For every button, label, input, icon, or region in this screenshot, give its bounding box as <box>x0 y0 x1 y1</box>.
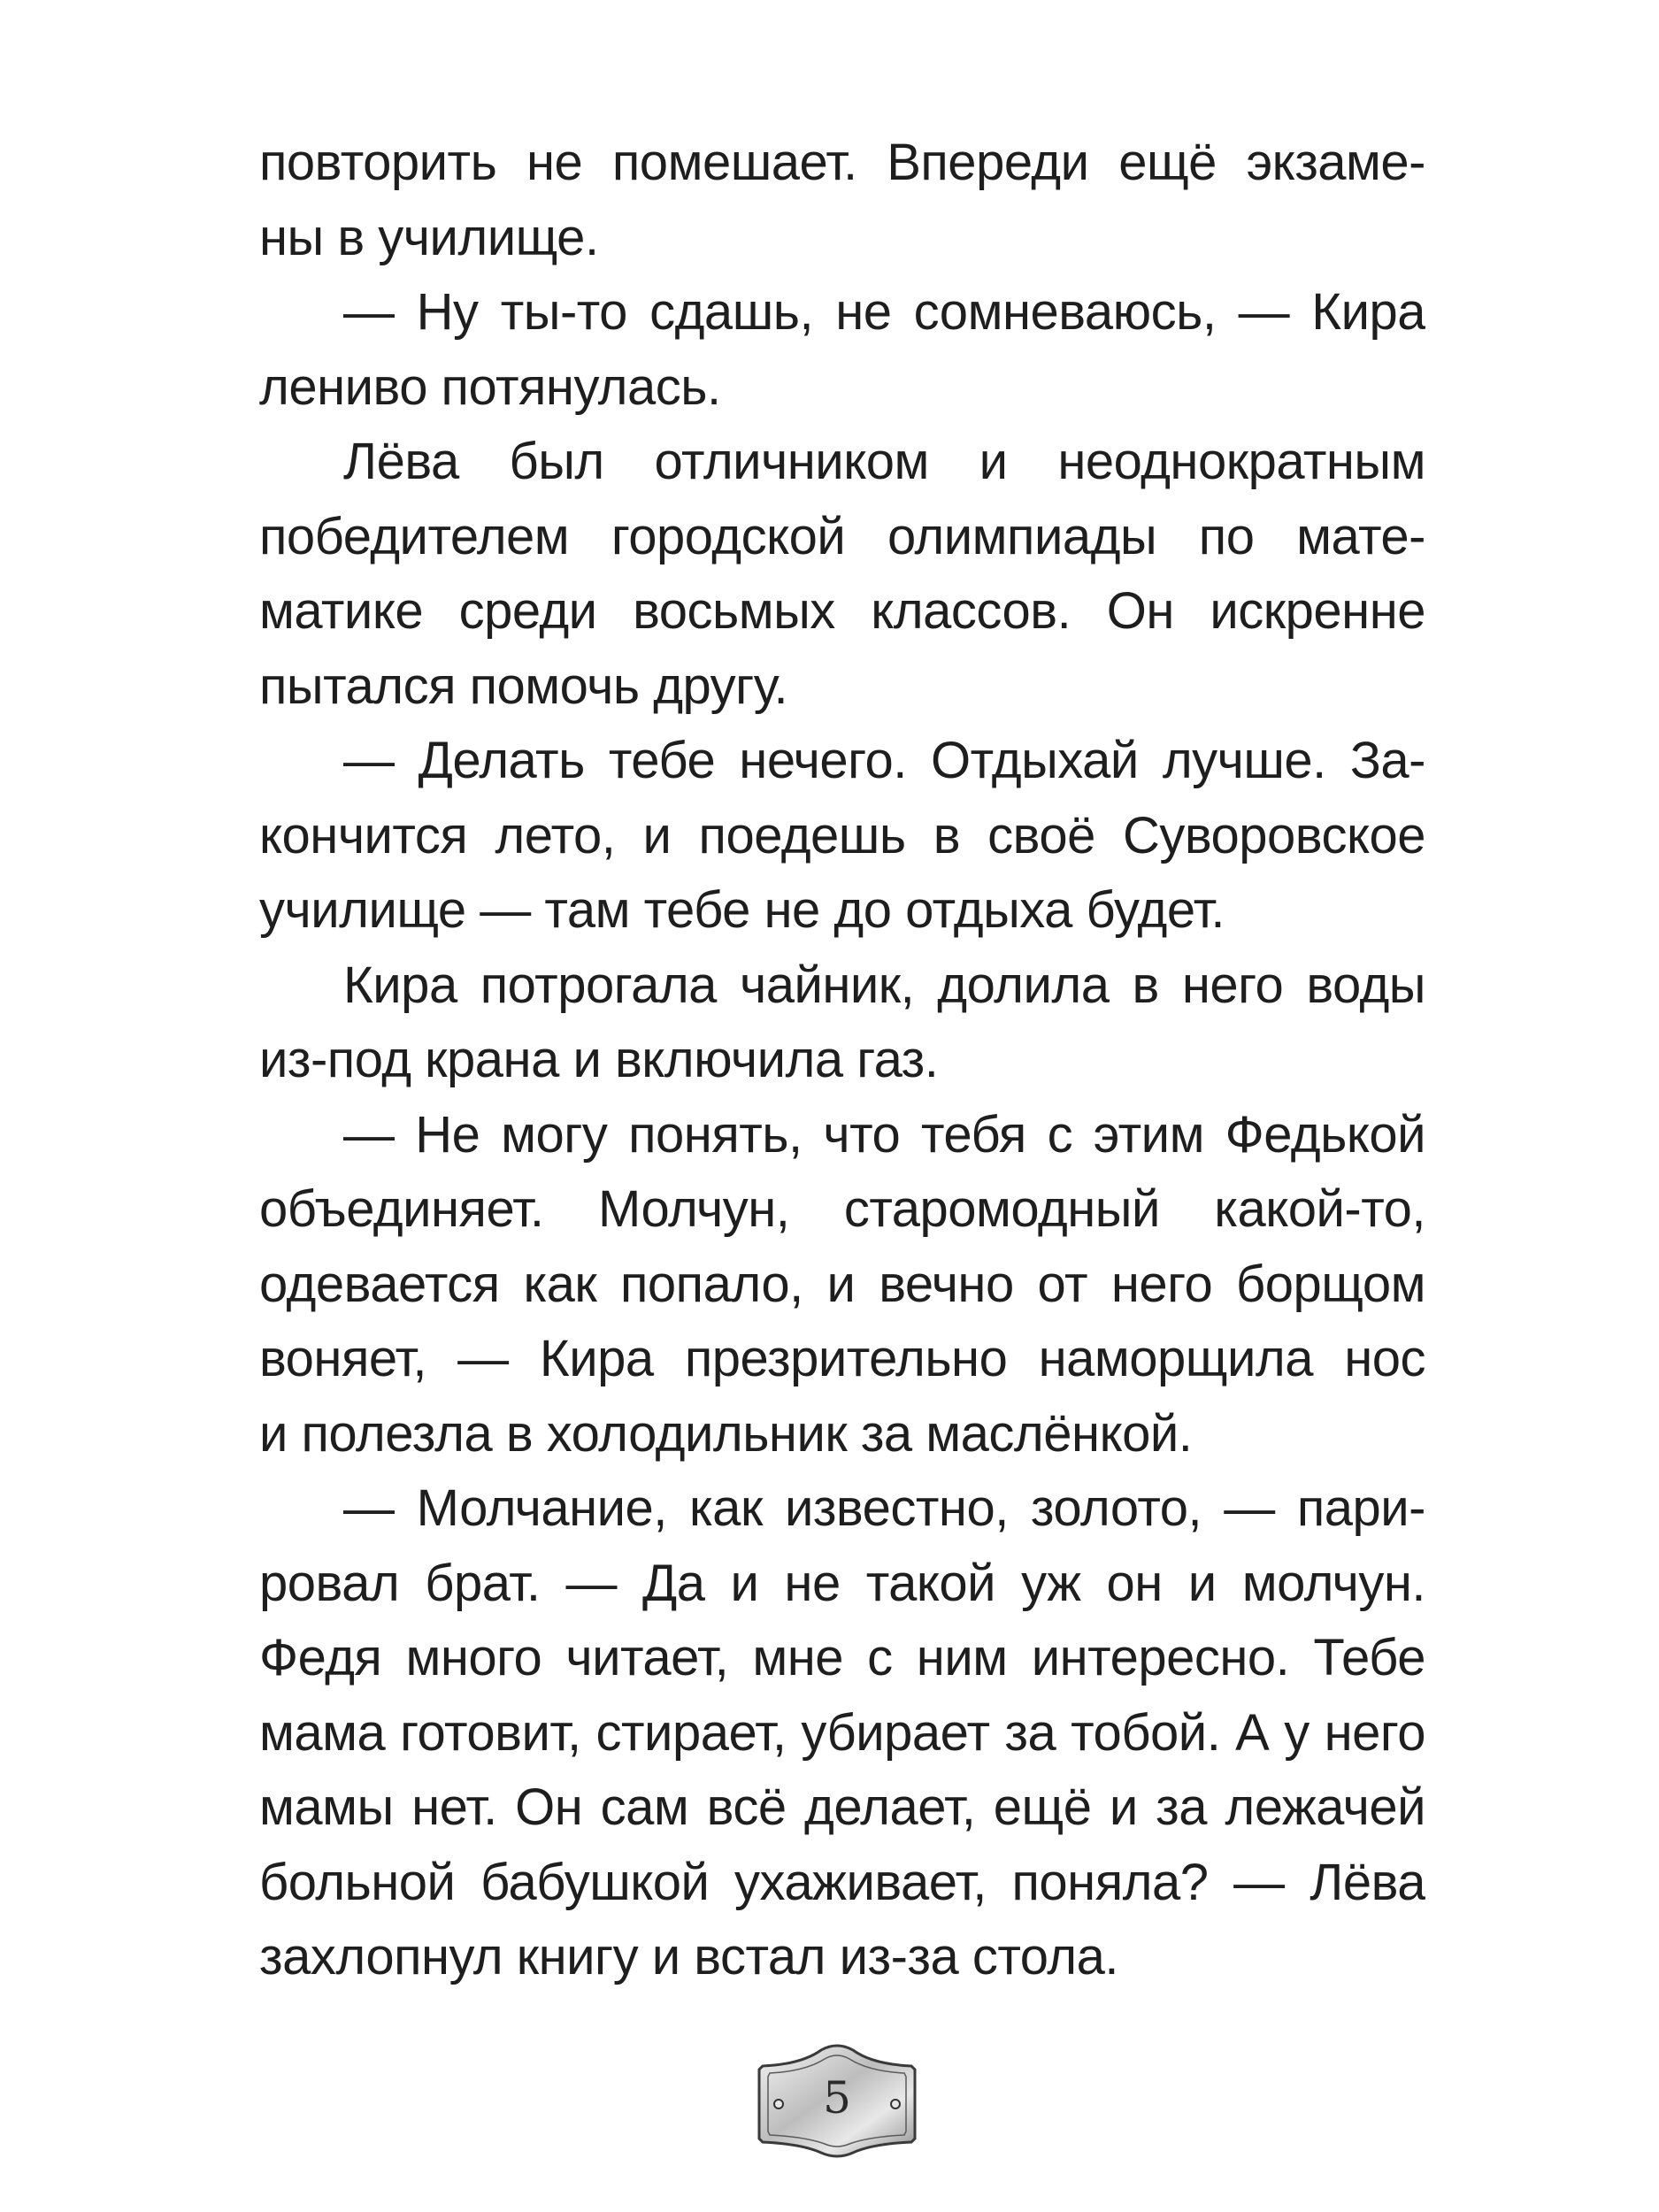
text-line: пытался помочь другу. <box>259 657 788 715</box>
text-line: кончится лето, и поедешь в своё Суворовское <box>259 806 1425 864</box>
text-line: повторить не помешает. Впереди ещё экзаме- <box>259 134 1425 191</box>
text-line: победителем городской олимпиады по мате- <box>259 507 1425 565</box>
text-line: ровал брат. — Да и не такой уж он и молчун. <box>259 1554 1425 1612</box>
text-line: Федя много читает, мне с ним интересно. Тебе <box>259 1629 1425 1686</box>
text-line: одевается как попало, и вечно от него борщом <box>259 1255 1425 1313</box>
text-line: — Делать тебе нечего. Отдыхай лучше. За- <box>343 732 1425 789</box>
text-line: Кира потрогала чайник, долила в него воды <box>343 956 1425 1014</box>
page-number: 5 <box>823 2072 851 2124</box>
text-line: матике среди восьмых классов. Он искренне <box>259 582 1425 640</box>
text-line: мама готовит, стирает, убирает за тобой. А у него <box>259 1703 1425 1762</box>
text-line: воняет, — Кира презрительно наморщила нос <box>259 1330 1425 1387</box>
text-line: мамы нет. Он сам всё делает, ещё и за лежачей <box>259 1778 1425 1836</box>
text-line: — Молчание, как известно, золото, — пари- <box>343 1479 1425 1537</box>
text-line: объединяет. Молчун, старомодный какой-то, <box>259 1180 1425 1238</box>
text-line: ны в училище. <box>259 208 599 266</box>
text-line: лениво потянулась. <box>259 357 721 416</box>
text-line: училище — там тебе не до отдыха будет. <box>259 881 1225 939</box>
body-text <box>259 126 1425 1995</box>
text-line: и полезла в холодильник за маслёнкой. <box>259 1404 1193 1463</box>
page-number-plate <box>750 2039 924 2159</box>
text-line: больной бабушкой ухаживает, поняла? — Лёва <box>259 1853 1425 1911</box>
text-line: из-под крана и включила газ. <box>259 1031 939 1088</box>
text-line: — Ну ты-то сдашь, не сомневаюсь, — Кира <box>343 283 1425 341</box>
text-line: — Не могу понять, что тебя с этим Федькой <box>343 1105 1425 1164</box>
text-line: захлопнул книгу и встал из-за стола. <box>259 1928 1118 1985</box>
text-line: Лёва был отличником и неоднократным <box>343 433 1425 490</box>
